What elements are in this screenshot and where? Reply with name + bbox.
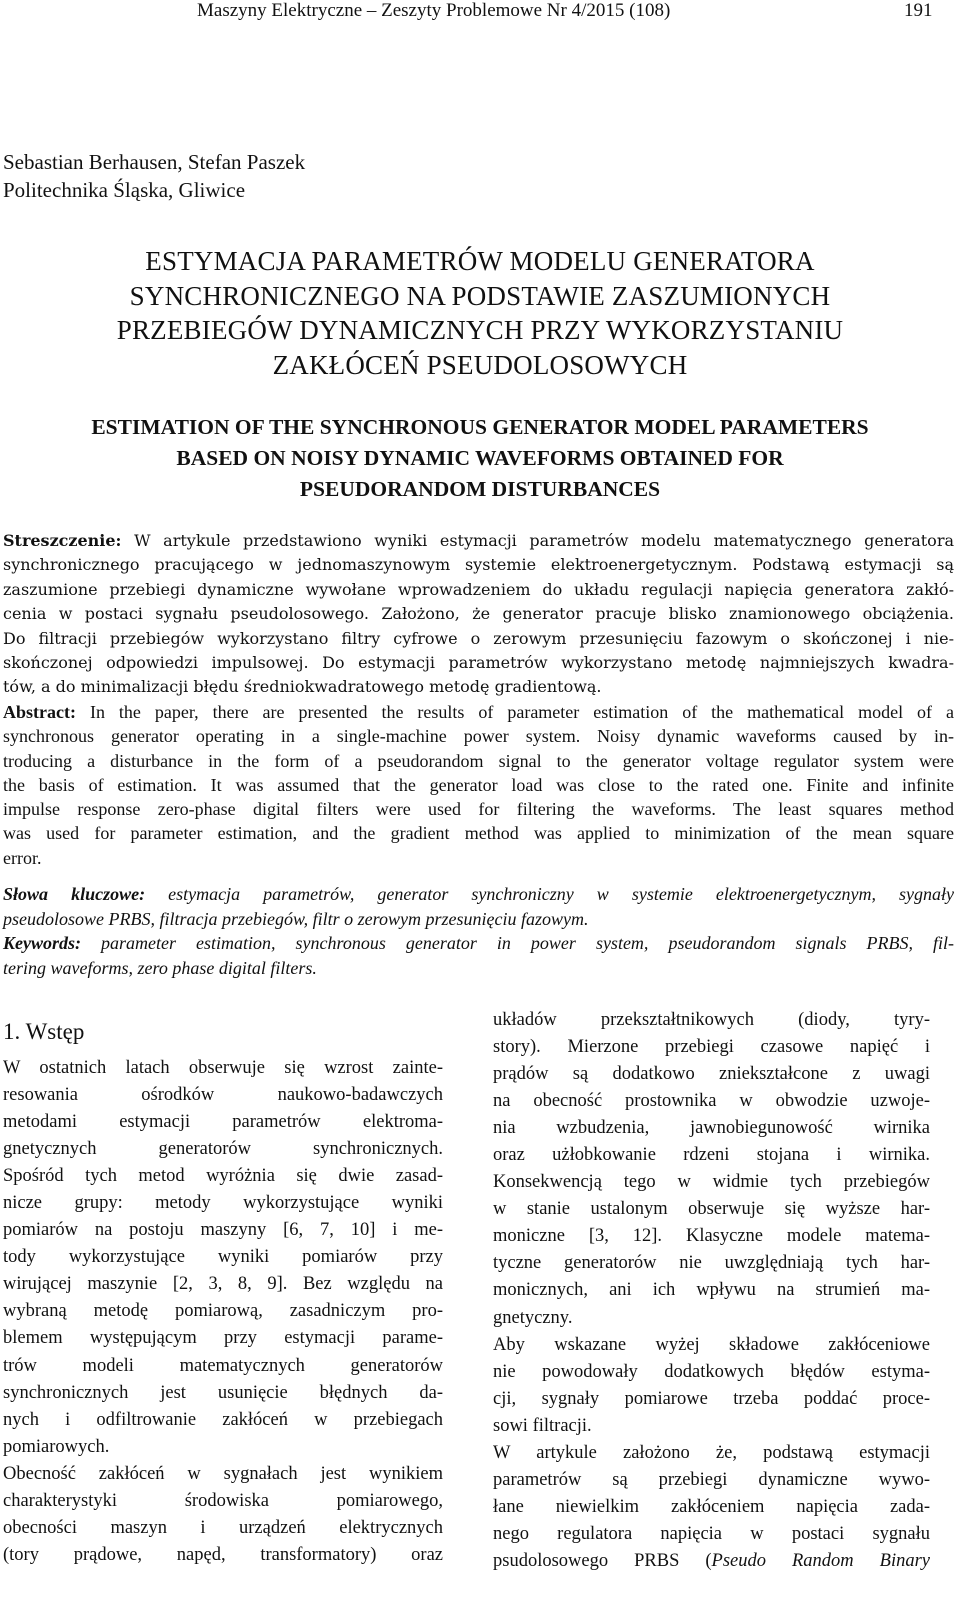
body-line: pomiarów na postoju maszyny [6, 7, 10] i me- [3, 1220, 443, 1241]
abstract-pl-label: Streszczenie: [3, 531, 122, 550]
body-line: obecności maszyn i urządzeń elektrycznych [3, 1517, 443, 1538]
body-line: monicznych, ani ich wpływu na strumień ma- [493, 1280, 930, 1301]
keywords-pl-label: Słowa kluczowe: [3, 884, 146, 904]
body-line: W ostatnich latach obserwuje się wzrost zainte- [3, 1058, 443, 1078]
title-en-line: BASED ON NOISY DYNAMIC WAVEFORMS OBTAINED FOR [176, 446, 784, 470]
body-line: oraz użłobkowanie rdzeni stojana i wirnika. [493, 1145, 930, 1166]
abstract-en-line: synchronous generator operating in a single-machine power system. Noisy dynamic waveforms caused by in- [3, 726, 954, 747]
body-line: nych i odfiltrowanie zakłóceń w przebiegach [3, 1409, 443, 1430]
body-line: moniczne [3, 12]. Klasyczne modele matema- [493, 1226, 930, 1247]
title-polish [0, 244, 960, 382]
body-line: tyczne generatorów nie uwzględniają tych har- [493, 1253, 930, 1274]
title-pl-line: PRZEBIEGÓW DYNAMICZNYCH PRZY WYKORZYSTANIU [116, 315, 844, 345]
keywords-pl-line: Słowa kluczowe: estymacja parametrów, generator synchroniczny w systemie elektroenergetycznym, sygnały [3, 884, 954, 904]
body-line: nie powodowały dodatkowych błędów estyma- [493, 1361, 930, 1382]
body-line: Konsekwencją tego w widmie tych przebiegów [493, 1172, 930, 1193]
title-english [0, 412, 960, 505]
abstract-pl-line: synchronicznego pracującego w jednomaszynowym systemie elektroenergetycznym. Podstawą estymacji są [3, 555, 954, 575]
body-line: nego regulatora napięcia w postaci sygnału [493, 1523, 930, 1544]
title-pl-line: ZAKŁÓCEŃ PSEUDOLOSOWYCH [272, 349, 688, 380]
body-line: wirującej maszynie [2, 3, 8, 9]. Bez względu na [3, 1274, 443, 1295]
title-pl-line: SYNCHRONICZNEGO NA PODSTAWIE ZASZUMIONYCH [129, 280, 831, 311]
body-line: metodami estymacji parametrów elektroma- [3, 1112, 443, 1133]
body-line: tody wykorzystujące wyniki pomiarów przy [3, 1247, 443, 1268]
keywords-en-label: Keywords: [3, 933, 81, 953]
body-line: Aby wskazane wyżej składowe zakłóceniowe [493, 1334, 930, 1355]
body-line: (tory prądowe, napęd, transformatory) oraz [3, 1544, 443, 1565]
body-line: blemem występującym przy estymacji paramе- [3, 1328, 443, 1349]
body-line: w stanie ustalonym obserwuje się wyższe har- [493, 1199, 930, 1220]
body-line: pomiarowych. [3, 1436, 110, 1457]
body-line: sowi filtracji. [493, 1415, 592, 1436]
body-line: wybraną metodę pomiarową, zasadniczym pro- [3, 1301, 443, 1322]
keywords-en-line: Keywords: parameter estimation, synchronous generator in power system, pseudorandom signals PRBS, fil- [3, 933, 954, 953]
abstract-pl-line: skończonej odpowiedzi impulsowej. Do estymacji parametrów wykorzystano metodę najmniejszych kwadra- [3, 653, 954, 673]
body-line: Spośród tych metod wyróżnia się dwie zasad- [3, 1166, 443, 1187]
abstract-pl-line: Do filtracji przebiegów wykorzystano filtry cyfrowe o zerowym przesunięciu fazowym o skończonej i nie- [3, 628, 954, 648]
page-number: 191 [904, 0, 933, 21]
abstract-en-line: troducing a disturbance in the form of a pseudorandom signal to the generator voltage regulator system were [3, 750, 954, 771]
body-line: synchronicznych jest usunięcie błędnych da- [3, 1382, 443, 1403]
abstract-en-line: Abstract: In the paper, there are presented the results of parameter estimation of the mathematical model of a [3, 702, 954, 722]
body-line: łane niewielkim zakłóceniem napięcia zada- [493, 1496, 930, 1517]
body-line: prądów są dodatkowo zniekształcone z uwagi [493, 1064, 930, 1085]
abstract-pl-line: zaszumione przebiegi dynamiczne wywołane wprowadzeniem do układu regulacji napięcia generatora zakłó- [3, 579, 954, 599]
italic-term: Pseudo Random Binary [711, 1550, 930, 1571]
body-line: resowania ośrodków naukowo-badawczych [3, 1085, 443, 1106]
author-affiliation: Politechnika Śląska, Gliwice [3, 178, 246, 202]
abstract-en-label: Abstract: [3, 702, 76, 722]
title-en-line: ESTIMATION OF THE SYNCHRONOUS GENERATOR MODEL PARAMETERS [91, 415, 869, 439]
keywords-block [3, 882, 954, 980]
abstract-en-line: error. [3, 847, 42, 868]
section-heading: 1. Wstęp [3, 1019, 85, 1044]
abstract-en-line: impulse response zero-phase digital filters were used for filtering the waveforms. The least squares method [3, 799, 954, 820]
body-line: cji, sygnały pomiarowe trzeba poddać proce- [493, 1388, 930, 1409]
abstract-english [3, 700, 954, 870]
body-line: Obecność zakłóceń w sygnałach jest wynikiem [3, 1463, 443, 1484]
body-line: W artykule założono że, podstawą estymacji [493, 1442, 930, 1463]
abstract-en-line: was used for parameter estimation, and the gradient method was applied to minimization of the mean square [3, 823, 954, 844]
body-line: charakterystyki środowiska pomiarowego, [3, 1490, 443, 1511]
body-line: gnetycznych generatorów synchronicznych. [3, 1139, 443, 1160]
abstract-en-line: the basis of estimation. It was assumed that the generator load was close to the rated one. Finite and infinite [3, 774, 954, 795]
body-line: trów modeli matematycznych generatorów [3, 1355, 443, 1376]
body-line: gnetyczny. [493, 1307, 573, 1328]
right-column [493, 1007, 930, 1575]
author-names: Sebastian Berhausen, Stefan Paszek [3, 150, 306, 174]
page-header [0, 0, 960, 30]
abstract-pl-line: cenia w postaci sygnału pseudolosowego. Założono, że generator pracuje blisko znamionowego obciążenia. [3, 604, 954, 624]
body-line: parametrów są przebiegi dynamiczne wywo- [493, 1469, 930, 1490]
keywords-pl-line: pseudolosowe PRBS, filtracja przebiegów, filtr o zerowym przesunięciu fazowym. [3, 908, 589, 929]
title-pl-line: ESTYMACJA PARAMETRÓW MODELU GENERATORA [145, 246, 815, 276]
abstract-pl-line: Streszczenie: W artykule przedstawiono wyniki estymacji parametrów modelu matematycznego generatora [3, 531, 954, 550]
abstract-pl-line: tów, a do minimalizacji błędu średniokwadratowego metodę gradientową. [3, 677, 602, 697]
title-en-line: PSEUDORANDOM DISTURBANCES [299, 477, 661, 501]
body-line: nia wzbudzenia, jawnobiegunowość wirnika [493, 1118, 930, 1139]
body-line: story). Mierzone przebiegi czasowe napięć i [493, 1037, 930, 1058]
abstract-polish [3, 529, 954, 700]
author-block [3, 148, 305, 204]
journal-title: Maszyny Elektryczne – Zeszyty Problemowe Nr 4/2015 (108) [197, 0, 671, 21]
body-line: na obecność prostownika w obwodzie uzwoje- [493, 1091, 930, 1112]
keywords-en-line: tering waveforms, zero phase digital filters. [3, 957, 317, 978]
body-line: nicze grupy: metody wykorzystujące wyniki [3, 1193, 443, 1214]
left-column [3, 1055, 443, 1569]
body-line: układów przekształtnikowych (diody, tyry- [493, 1010, 930, 1030]
body-line: psudolosowego PRBS (Pseudo Random Binary [493, 1550, 930, 1571]
